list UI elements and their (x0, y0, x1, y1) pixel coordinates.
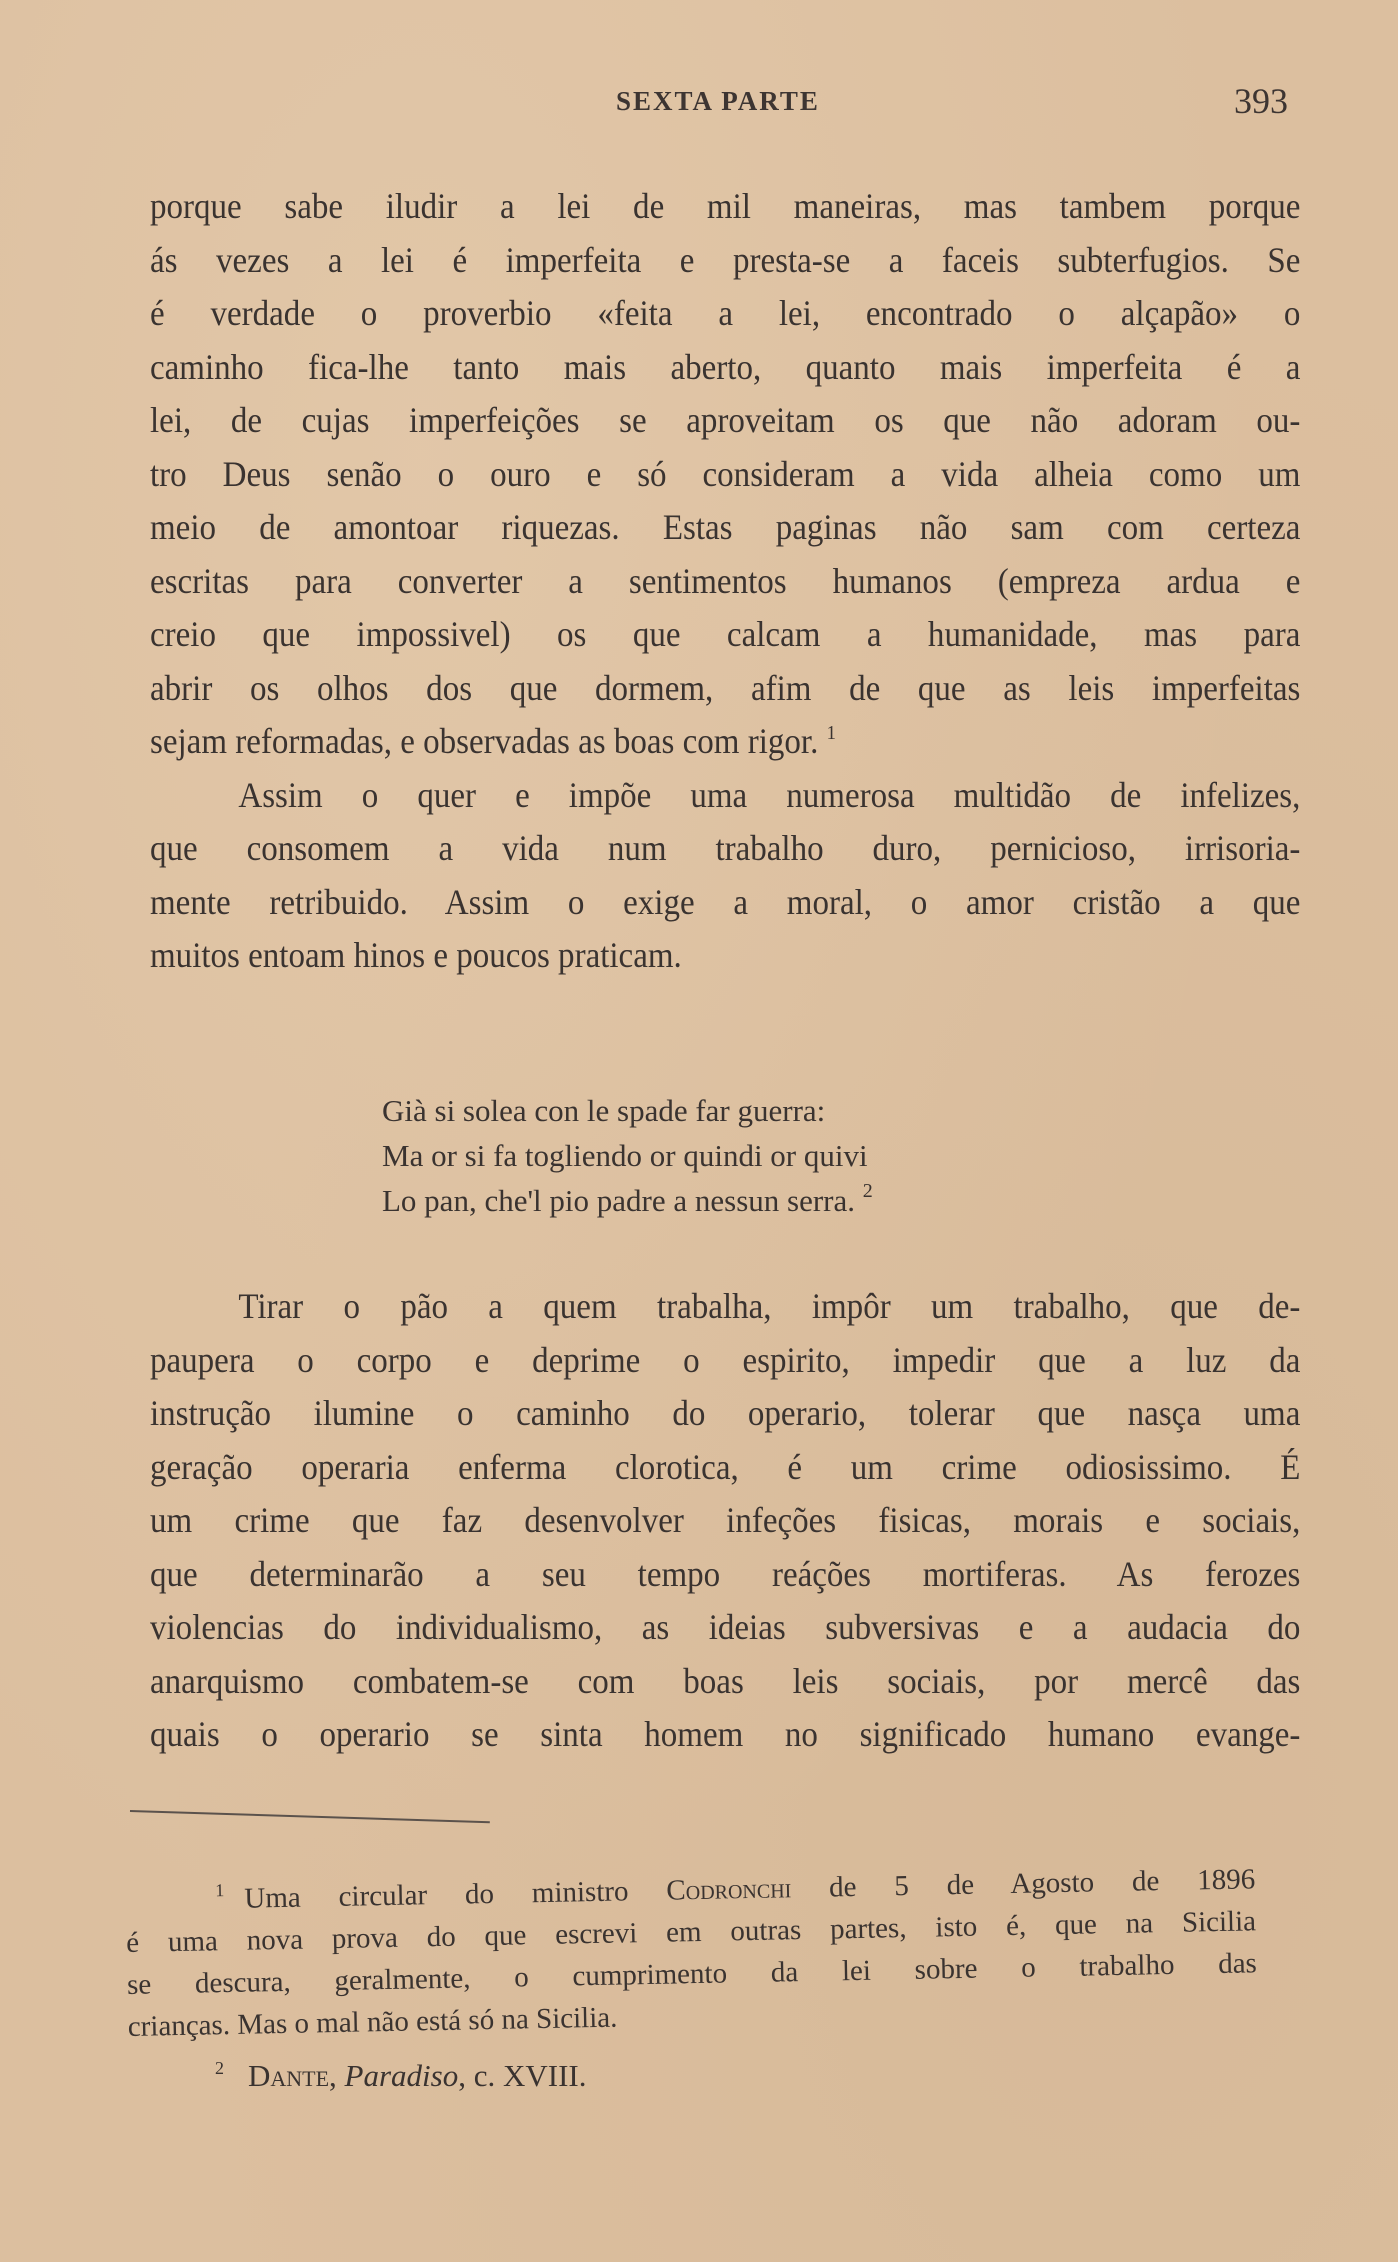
footnote-line: crianças. Mas o mal não está só na Sicilia. (127, 2001, 618, 2043)
footnote-ref-2[interactable]: 2 (862, 1180, 873, 1202)
text-line: tro Deus senão o ouro e só consideram a vida alheia como um (150, 453, 1301, 494)
footnote-text: Uma circular do ministro (244, 1874, 667, 1915)
text-line: escritas para converter a sentimentos humanos (empreza ardua e (150, 560, 1301, 601)
text-line: muitos entoam hinos e poucos praticam. (150, 935, 682, 975)
text-line (150, 715, 1300, 769)
verse-line-content: Lo pan, che'l pio padre a nessun serra. (382, 1183, 855, 1218)
text-line-content: sejam reformadas, e observadas as boas com rigor. (150, 721, 819, 761)
author-name: Dante (248, 2058, 330, 2093)
text-line: porque sabe iludir a lei de mil maneiras, mas tambem porque (150, 186, 1301, 226)
footnote-mark: 1 (215, 1880, 225, 1901)
text-line: ás vezes a lei é imperfeita e presta-se a faceis subterfugios. Se (150, 239, 1301, 280)
minister-name: Codronchi (666, 1872, 792, 1907)
footnote-line: é uma nova prova do que escrevi em outras partes, isto é, que na Sicilia (125, 1905, 1257, 1959)
paragraph-1 (150, 180, 1301, 983)
text-line: Tirar o pão a quem trabalha, impôr um trabalho, que de- (238, 1286, 1301, 1326)
footnote-1 (125, 1858, 1258, 2048)
text-line: meio de amontoar riquezas. Estas paginas não sam com certeza (150, 507, 1301, 547)
text-line: instrução ilumine o caminho do operario, tolerar que nasça uma (150, 1393, 1301, 1433)
text-line: caminho fica-lhe tanto mais aberto, quanto mais imperfeita é a (150, 346, 1301, 387)
text-line: é verdade o proverbio «feita a lei, encontrado o alçapão» o (150, 293, 1301, 333)
text-line: que consomem a vida num trabalho duro, pernicioso, irrisoria- (150, 828, 1301, 868)
text-line: creio que impossivel) os que calcam a humanidade, mas para (150, 614, 1301, 654)
footnote-2: $^2$ Dante, Paradiso, c. XVIII. (215, 2058, 587, 2093)
verse-line: Ma or si fa togliendo or quindi or quivi (382, 1138, 868, 1173)
footnote-mark: 2 (215, 2058, 224, 2078)
footnote-line: se descura, geralmente, o cumprimento da lei sobre o trabalho das (126, 1947, 1258, 2001)
running-head (0, 80, 1398, 130)
text-line: lei, de cujas imperfeições se aproveitam os que não adoram ou- (150, 400, 1301, 440)
verse-quotation (382, 1088, 873, 1223)
text-line: quais o operario se sinta homem no significado humano evange- (150, 1714, 1301, 1754)
running-title: SEXTA PARTE (616, 86, 820, 116)
work-title: Paradiso (344, 2058, 459, 2093)
text-line: anarquismo combatem-se com boas leis sociais, por mercê das (150, 1660, 1301, 1701)
text-line: violencias do individualismo, as ideias subversivas e a audacia do (150, 1607, 1301, 1647)
footnote-ref-1[interactable]: 1 (826, 722, 836, 744)
text-line: um crime que faz desenvolver infeções fisicas, morais e sociais, (150, 1500, 1301, 1540)
footnote-text: de 5 de Agosto de 1896 (790, 1863, 1256, 1905)
verse-line (382, 1178, 873, 1223)
page-number: 393 (1234, 81, 1288, 121)
verse-line: Già si solea con le spade far guerra: (382, 1093, 826, 1128)
text-line: abrir os olhos dos que dormem, afim de que as leis imperfeitas (150, 667, 1301, 708)
paragraph-3 (150, 1280, 1301, 1762)
text-line: que determinarão a seu tempo reáções mortiferas. As ferozes (150, 1553, 1301, 1594)
text-line: paupera o corpo e deprime o espirito, impedir que a luz da (150, 1339, 1301, 1380)
text-line: mente retribuido. Assim o exige a moral, o amor cristão a que (150, 881, 1301, 922)
text-line: geração operaria enferma clorotica, é um crime odiosissimo. É (150, 1446, 1301, 1487)
text-line: Assim o quer e impõe uma numerosa multidão de infelizes, (238, 774, 1301, 815)
footnote-separator-rule (130, 1810, 490, 1823)
canto-reference: , c. XVIII. (458, 2058, 587, 2093)
